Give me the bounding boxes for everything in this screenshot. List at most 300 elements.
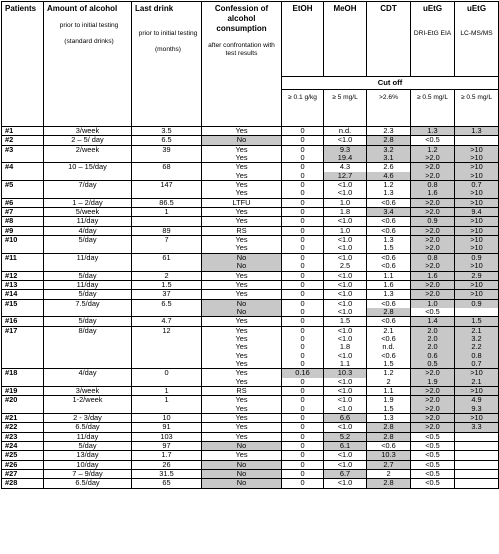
alcohol-amount-cell: 10/day xyxy=(44,460,132,469)
etoh-cell: 0 xyxy=(282,136,324,145)
last-drink-cell xyxy=(132,335,202,343)
last-drink-cell xyxy=(132,378,202,387)
table-row xyxy=(2,386,499,395)
table-row xyxy=(2,236,499,245)
patient-id-cell: #27 xyxy=(2,470,44,479)
uetg-lcms-cell: >10 xyxy=(455,189,499,198)
patient-id-cell: #4 xyxy=(2,163,44,172)
last-drink-cell xyxy=(132,360,202,369)
uetg-eia-cell: >2.0 xyxy=(411,386,455,395)
meoh-cell: n.d. xyxy=(324,127,367,136)
confession-cell: No xyxy=(202,479,282,488)
etoh-cell: 0 xyxy=(282,386,324,395)
alcohol-amount-cell xyxy=(44,360,132,369)
patient-id-cell: #2 xyxy=(2,136,44,145)
meoh-cell: <1.0 xyxy=(324,290,367,299)
alcohol-amount-cell: 2 - 3/day xyxy=(44,414,132,423)
etoh-cell: 0 xyxy=(282,343,324,351)
meoh-cell: 10.3 xyxy=(324,369,367,378)
cdt-cell: 2.7 xyxy=(367,460,411,469)
meoh-cell: <1.0 xyxy=(324,253,367,262)
confession-cell: Yes xyxy=(202,432,282,441)
patient-id-cell: #5 xyxy=(2,181,44,190)
meoh-cell: <1.0 xyxy=(324,405,367,414)
alcohol-amount-cell xyxy=(44,262,132,271)
uetg-lcms-cell: 2.1 xyxy=(455,378,499,387)
etoh-cell: 0 xyxy=(282,145,324,154)
uetg-eia-cell: >2.0 xyxy=(411,405,455,414)
patient-id-cell xyxy=(2,189,44,198)
cdt-cell: <0.6 xyxy=(367,299,411,308)
table-row xyxy=(2,271,499,280)
uetg-eia-cell: 0.5 xyxy=(411,360,455,369)
patient-id-cell: #19 xyxy=(2,386,44,395)
uetg-eia-cell: >2.0 xyxy=(411,414,455,423)
etoh-cell: 0 xyxy=(282,154,324,163)
etoh-cell: 0.16 xyxy=(282,369,324,378)
uetg-lcms-cell: >10 xyxy=(455,280,499,289)
uetg-eia-cell: <0.5 xyxy=(411,442,455,451)
meoh-cell: 2.5 xyxy=(324,262,367,271)
confession-cell: Yes xyxy=(202,208,282,217)
last-drink-cell xyxy=(132,172,202,181)
alcohol-amount-cell: 3/week xyxy=(44,127,132,136)
confession-cell: No xyxy=(202,460,282,469)
last-drink-cell: 1.5 xyxy=(132,280,202,289)
uetg-eia-cell: <0.5 xyxy=(411,136,455,145)
uetg-lcms-cell: >10 xyxy=(455,145,499,154)
alcohol-amount-cell: 7/day xyxy=(44,181,132,190)
uetg-lcms-cell: >10 xyxy=(455,172,499,181)
etoh-cell: 0 xyxy=(282,271,324,280)
uetg-lcms-cell: 3.3 xyxy=(455,423,499,432)
alcohol-amount-cell: 7.5/day xyxy=(44,299,132,308)
alcohol-amount-cell: 11/day xyxy=(44,432,132,441)
uetg-lcms-cell: 0.9 xyxy=(455,253,499,262)
etoh-cell: 0 xyxy=(282,244,324,253)
cdt-cell: <0.6 xyxy=(367,217,411,226)
patient-id-cell xyxy=(2,335,44,343)
cdt-cell: <0.6 xyxy=(367,317,411,326)
patient-id-cell: #1 xyxy=(2,127,44,136)
uetg-lcms-cell: 9.3 xyxy=(455,405,499,414)
etoh-cell: 0 xyxy=(282,470,324,479)
cdt-cell: 2 xyxy=(367,378,411,387)
uetg-eia-cell: <0.5 xyxy=(411,479,455,488)
table-row xyxy=(2,290,499,299)
uetg-eia-cell: >2.0 xyxy=(411,396,455,405)
patient-id-cell: #20 xyxy=(2,396,44,405)
confession-cell: Yes xyxy=(202,326,282,335)
confession-cell: Yes xyxy=(202,127,282,136)
alcohol-amount-cell: 6.5/day xyxy=(44,479,132,488)
table-row xyxy=(2,172,499,181)
uetg-eia-cell: 1.6 xyxy=(411,271,455,280)
cdt-cell: 1.3 xyxy=(367,290,411,299)
uetg-lcms-cell: 9.4 xyxy=(455,208,499,217)
uetg-eia-cell: 1.3 xyxy=(411,127,455,136)
alcohol-amount-cell: 2/week xyxy=(44,145,132,154)
meoh-cell: <1.0 xyxy=(324,308,367,317)
confession-cell: RS xyxy=(202,226,282,235)
last-drink-cell: 7 xyxy=(132,236,202,245)
patient-id-cell: #3 xyxy=(2,145,44,154)
patient-id-cell: #24 xyxy=(2,442,44,451)
cdt-cell: <0.6 xyxy=(367,335,411,343)
confession-cell: RS xyxy=(202,386,282,395)
cdt-cutoff: >2.6% xyxy=(367,90,411,127)
uetg-eia-cell: >2.0 xyxy=(411,154,455,163)
meoh-cell: <1.0 xyxy=(324,396,367,405)
meoh-cell: 1.5 xyxy=(324,317,367,326)
meoh-header: MeOH xyxy=(324,2,367,77)
uetg-lcms-cell: >10 xyxy=(455,163,499,172)
meoh-cell: <1.0 xyxy=(324,244,367,253)
table-body xyxy=(2,127,499,489)
etoh-cell: 0 xyxy=(282,378,324,387)
table-row xyxy=(2,226,499,235)
etoh-cell: 0 xyxy=(282,396,324,405)
last-drink-cell: 147 xyxy=(132,181,202,190)
table-row xyxy=(2,198,499,207)
last-drink-cell xyxy=(132,154,202,163)
meoh-cell: 6.1 xyxy=(324,442,367,451)
table-row xyxy=(2,253,499,262)
uetg-lcms-cell: 4.9 xyxy=(455,396,499,405)
last-drink-cell: 31.5 xyxy=(132,470,202,479)
uetg-eia-cell: >2.0 xyxy=(411,198,455,207)
confession-cell: Yes xyxy=(202,189,282,198)
etoh-cell: 0 xyxy=(282,253,324,262)
confession-cell: Yes xyxy=(202,145,282,154)
meoh-cell: <1.0 xyxy=(324,189,367,198)
cdt-cell: 1.5 xyxy=(367,360,411,369)
last-drink-cell: 37 xyxy=(132,290,202,299)
patient-id-cell xyxy=(2,378,44,387)
confession-cell: Yes xyxy=(202,244,282,253)
patient-id-cell: #26 xyxy=(2,460,44,469)
uetg-lcms-cell: >10 xyxy=(455,198,499,207)
uetg-eia-cell: 1.9 xyxy=(411,378,455,387)
table-row xyxy=(2,432,499,441)
confession-cell: Yes xyxy=(202,360,282,369)
etoh-cell: 0 xyxy=(282,172,324,181)
uetg-eia-cell: 0.9 xyxy=(411,217,455,226)
confession-cell: Yes xyxy=(202,154,282,163)
table-row xyxy=(2,208,499,217)
uetg-lcms-cell xyxy=(455,451,499,460)
confession-cell: Yes xyxy=(202,405,282,414)
last-drink-cell: 26 xyxy=(132,460,202,469)
last-drink-cell xyxy=(132,217,202,226)
meoh-cell: 1.0 xyxy=(324,226,367,235)
alcohol-amount-cell: 5/day xyxy=(44,236,132,245)
etoh-cell: 0 xyxy=(282,317,324,326)
uetg-lcms-cell: >10 xyxy=(455,414,499,423)
uetg-eia-cell: 0.6 xyxy=(411,352,455,360)
meoh-cell: <1.0 xyxy=(324,280,367,289)
last-drink-header: Last drink prior to initial testing (months) xyxy=(132,2,202,127)
etoh-cell: 0 xyxy=(282,308,324,317)
uetg-lcms-cell: 0.9 xyxy=(455,299,499,308)
alcohol-amount-cell: 5/day xyxy=(44,442,132,451)
etoh-cell: 0 xyxy=(282,299,324,308)
uetg-lcms-cell: 2.9 xyxy=(455,271,499,280)
cdt-cell: 1.2 xyxy=(367,369,411,378)
uetg-eia-cell: <0.5 xyxy=(411,460,455,469)
patient-id-cell: #22 xyxy=(2,423,44,432)
table-row xyxy=(2,181,499,190)
uetg-lcms-cell: >10 xyxy=(455,369,499,378)
cdt-cell: 2 xyxy=(367,470,411,479)
last-drink-cell: 91 xyxy=(132,423,202,432)
meoh-cell: 12.7 xyxy=(324,172,367,181)
patient-id-cell xyxy=(2,244,44,253)
uetg-lcms-cell: >10 xyxy=(455,244,499,253)
alcohol-amount-cell: 5/week xyxy=(44,208,132,217)
alcohol-amount-cell: 5/day xyxy=(44,271,132,280)
etoh-cell: 0 xyxy=(282,280,324,289)
table-row xyxy=(2,326,499,335)
alcohol-amount-cell xyxy=(44,378,132,387)
cdt-header: CDT xyxy=(367,2,411,77)
patient-id-cell xyxy=(2,308,44,317)
uetg-eia-cell: >2.0 xyxy=(411,423,455,432)
alcohol-amount-cell: 7 – 9/day xyxy=(44,470,132,479)
cdt-cell: 1.2 xyxy=(367,181,411,190)
etoh-cell: 0 xyxy=(282,360,324,369)
patient-id-cell xyxy=(2,405,44,414)
cdt-cell: 10.3 xyxy=(367,451,411,460)
alcohol-amount-cell: 11/day xyxy=(44,253,132,262)
confession-cell: Yes xyxy=(202,236,282,245)
last-drink-cell: 89 xyxy=(132,226,202,235)
uetg-lcms-cutoff: ≥ 0.5 mg/L xyxy=(455,90,499,127)
cdt-cell: 2.8 xyxy=(367,308,411,317)
uetg-lcms-cell xyxy=(455,442,499,451)
cdt-cell: <0.6 xyxy=(367,226,411,235)
meoh-cell: <1.0 xyxy=(324,236,367,245)
uetg-lcms-cell xyxy=(455,432,499,441)
table-row xyxy=(2,405,499,414)
uetg-lcms-cell: >10 xyxy=(455,386,499,395)
table-row xyxy=(2,163,499,172)
alcohol-amount-cell xyxy=(44,335,132,343)
last-drink-cell xyxy=(132,244,202,253)
uetg-lcms-cell xyxy=(455,470,499,479)
etoh-cell: 0 xyxy=(282,423,324,432)
uetg-eia-cell: >2.0 xyxy=(411,280,455,289)
meoh-cell: <1.0 xyxy=(324,423,367,432)
last-drink-cell: 1.7 xyxy=(132,451,202,460)
uetg-eia-cell: 2.0 xyxy=(411,335,455,343)
alcohol-amount-cell: 1 – 2/day xyxy=(44,198,132,207)
cdt-cell: 3.2 xyxy=(367,145,411,154)
meoh-cell: <1.0 xyxy=(324,326,367,335)
uetg-lcms-cell: 0.7 xyxy=(455,360,499,369)
uetg-eia-cell: 2.0 xyxy=(411,343,455,351)
meoh-cell: <1.0 xyxy=(324,386,367,395)
meoh-cell: <1.0 xyxy=(324,378,367,387)
uetg-eia-cell: <0.5 xyxy=(411,451,455,460)
results-table xyxy=(1,1,499,489)
table-row xyxy=(2,479,499,488)
etoh-cell: 0 xyxy=(282,352,324,360)
last-drink-cell: 4.7 xyxy=(132,317,202,326)
table-row xyxy=(2,369,499,378)
uetg-eia-cell: 0.8 xyxy=(411,253,455,262)
confession-cell: Yes xyxy=(202,335,282,343)
alcohol-amount-cell: 5/day xyxy=(44,290,132,299)
uetg-lcms-cell xyxy=(455,460,499,469)
etoh-cell: 0 xyxy=(282,198,324,207)
meoh-cell: 4.3 xyxy=(324,163,367,172)
etoh-cell: 0 xyxy=(282,405,324,414)
patient-id-cell: #10 xyxy=(2,236,44,245)
cdt-cell: <0.6 xyxy=(367,352,411,360)
uetg-lcms-header: uEtG LC-MS/MS xyxy=(455,2,499,77)
cdt-cell: <0.6 xyxy=(367,442,411,451)
last-drink-cell: 0 xyxy=(132,369,202,378)
last-drink-cell: 10 xyxy=(132,414,202,423)
meoh-cell: <1.0 xyxy=(324,217,367,226)
etoh-cell: 0 xyxy=(282,432,324,441)
alcohol-amount-cell xyxy=(44,172,132,181)
cdt-cell: 1.5 xyxy=(367,244,411,253)
uetg-eia-cell: 1.0 xyxy=(411,299,455,308)
patient-id-cell xyxy=(2,360,44,369)
alcohol-amount-cell: 8/day xyxy=(44,326,132,335)
cdt-cell: 2.1 xyxy=(367,326,411,335)
alcohol-amount-cell: 6.5/day xyxy=(44,423,132,432)
alcohol-amount-header: Amount of alcohol prior to initial testing (standard drinks) xyxy=(44,2,132,127)
uetg-lcms-cell: >10 xyxy=(455,262,499,271)
patient-id-cell: #18 xyxy=(2,369,44,378)
etoh-cell: 0 xyxy=(282,226,324,235)
uetg-lcms-cell: 2.2 xyxy=(455,343,499,351)
meoh-cell: 1.1 xyxy=(324,360,367,369)
last-drink-cell: 65 xyxy=(132,479,202,488)
uetg-eia-cell: 1.2 xyxy=(411,145,455,154)
cdt-cell: 2.8 xyxy=(367,423,411,432)
patient-id-cell: #14 xyxy=(2,290,44,299)
meoh-cell: 1.8 xyxy=(324,208,367,217)
patient-id-cell xyxy=(2,343,44,351)
uetg-eia-cell: 1.6 xyxy=(411,189,455,198)
uetg-lcms-cell: 0.7 xyxy=(455,181,499,190)
uetg-lcms-cell: 1.5 xyxy=(455,317,499,326)
cdt-cell: 1.3 xyxy=(367,236,411,245)
cutoff-label: Cut off xyxy=(282,77,499,90)
alcohol-amount-cell xyxy=(44,189,132,198)
confession-cell: Yes xyxy=(202,271,282,280)
confession-cell: Yes xyxy=(202,163,282,172)
table-row xyxy=(2,127,499,136)
patient-id-cell: #13 xyxy=(2,280,44,289)
table-row xyxy=(2,451,499,460)
confession-cell: Yes xyxy=(202,378,282,387)
alcohol-amount-cell: 4/day xyxy=(44,226,132,235)
patient-id-cell: #21 xyxy=(2,414,44,423)
uetg-lcms-cell xyxy=(455,479,499,488)
last-drink-cell: 6.5 xyxy=(132,299,202,308)
uetg-eia-cell: 1.4 xyxy=(411,317,455,326)
cdt-cell: n.d. xyxy=(367,343,411,351)
uetg-lcms-cell: 3.2 xyxy=(455,335,499,343)
cdt-cell: 2.3 xyxy=(367,127,411,136)
table-row xyxy=(2,299,499,308)
cdt-cell: 2.8 xyxy=(367,136,411,145)
alcohol-amount-cell: 10 – 15/day xyxy=(44,163,132,172)
table-row xyxy=(2,352,499,360)
table-row xyxy=(2,378,499,387)
uetg-eia-cell: 2.0 xyxy=(411,326,455,335)
alcohol-amount-cell: 5/day xyxy=(44,317,132,326)
uetg-lcms-cell xyxy=(455,308,499,317)
cdt-cell: 4.6 xyxy=(367,172,411,181)
confession-cell: Yes xyxy=(202,451,282,460)
table-row xyxy=(2,244,499,253)
etoh-cell: 0 xyxy=(282,460,324,469)
table-row xyxy=(2,145,499,154)
patients-header: Patients xyxy=(2,2,44,127)
patient-id-cell: #23 xyxy=(2,432,44,441)
cdt-cell: 1.5 xyxy=(367,405,411,414)
alcohol-amount-cell xyxy=(44,154,132,163)
meoh-cell: <1.0 xyxy=(324,451,367,460)
confession-cell: Yes xyxy=(202,423,282,432)
uetg-eia-cell: >2.0 xyxy=(411,244,455,253)
uetg-eia-cell: <0.5 xyxy=(411,432,455,441)
confession-cell: No xyxy=(202,253,282,262)
patient-id-cell: #6 xyxy=(2,198,44,207)
meoh-cell: 6.7 xyxy=(324,470,367,479)
last-drink-cell: 86.5 xyxy=(132,198,202,207)
table-row xyxy=(2,343,499,351)
etoh-cell: 0 xyxy=(282,479,324,488)
uetg-lcms-cell: >10 xyxy=(455,217,499,226)
cdt-cell: <0.6 xyxy=(367,253,411,262)
alcohol-amount-cell: 11/day xyxy=(44,217,132,226)
table-row xyxy=(2,460,499,469)
meoh-cell: <1.0 xyxy=(324,271,367,280)
last-drink-cell xyxy=(132,189,202,198)
table-row xyxy=(2,217,499,226)
patient-id-cell: #15 xyxy=(2,299,44,308)
confession-cell: Yes xyxy=(202,172,282,181)
last-drink-cell xyxy=(132,308,202,317)
confession-cell: Yes xyxy=(202,280,282,289)
table-row xyxy=(2,423,499,432)
meoh-cell: 19.4 xyxy=(324,154,367,163)
table-row xyxy=(2,262,499,271)
cdt-cell: 1.3 xyxy=(367,414,411,423)
etoh-cell: 0 xyxy=(282,451,324,460)
alcohol-amount-cell: 11/day xyxy=(44,280,132,289)
etoh-cell: 0 xyxy=(282,217,324,226)
confession-cell: Yes xyxy=(202,352,282,360)
meoh-cell: <1.0 xyxy=(324,136,367,145)
confession-cell: No xyxy=(202,308,282,317)
etoh-cell: 0 xyxy=(282,189,324,198)
table-row xyxy=(2,136,499,145)
cdt-cell: 2.8 xyxy=(367,432,411,441)
alcohol-amount-cell: 3/week xyxy=(44,386,132,395)
table-row xyxy=(2,414,499,423)
last-drink-cell: 1 xyxy=(132,396,202,405)
uetg-eia-cell: >2.0 xyxy=(411,208,455,217)
cdt-cell: 2.6 xyxy=(367,163,411,172)
